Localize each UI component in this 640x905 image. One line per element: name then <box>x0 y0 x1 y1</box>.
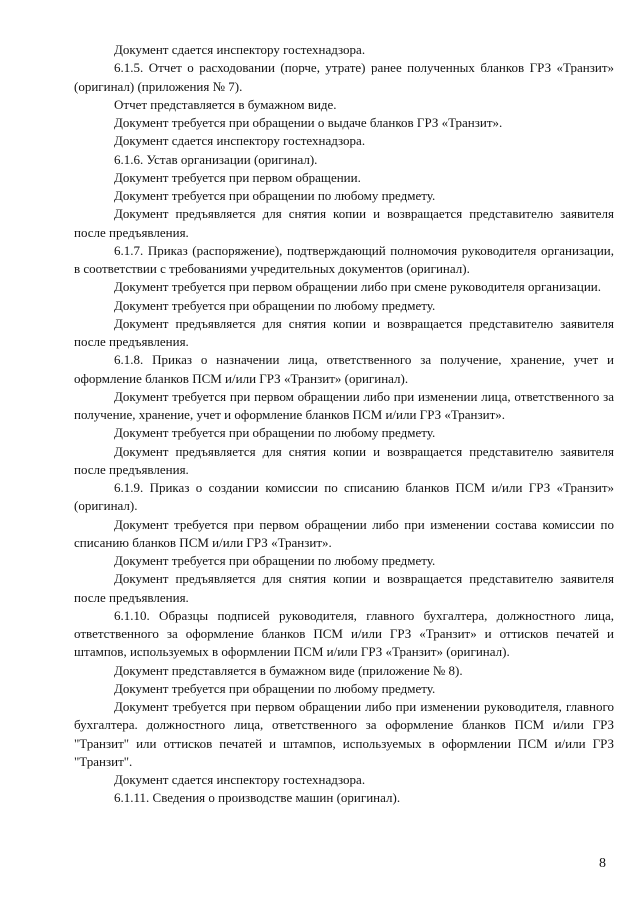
paragraph: Документ требуется при обращении по любому предмету. <box>114 425 436 441</box>
paragraph: Документ предъявляется для снятия копии и возвращается представителю заявителя после предъявления. <box>74 206 614 240</box>
paragraph: Документ сдается инспектору гостехнадзора. <box>114 42 366 57</box>
paragraph: Документ требуется при первом обращении. <box>114 169 361 185</box>
paragraph: Документ сдается инспектору гостехнадзора. <box>114 772 366 787</box>
paragraph: Документ требуется при обращении по любому предмету. <box>114 553 436 568</box>
paragraph: 6.1.10. Образцы подписей руководителя, главного бухгалтера, должностного лица, ответственного за оформление бланков ПСМ и/или ГРЗ «Транзит» и оттисков печатей и штампов, используемых в оформлении ПСМ и/или ГРЗ «Транзит» (оригинал). <box>74 607 614 660</box>
paragraph: 6.1.6. Устав организации (оригинал). <box>114 151 318 167</box>
paragraph: Отчет представляется в бумажном виде. <box>114 96 337 112</box>
paragraph: 6.1.9. Приказ о создании комиссии по списанию бланков ПСМ и/или ГРЗ «Транзит» (оригинал). <box>74 480 614 514</box>
paragraph: Документ требуется при обращении по любому предмету. <box>114 188 436 203</box>
paragraph: Документ требуется при обращении по любому предмету. <box>114 297 436 313</box>
paragraph: Документ представляется в бумажном виде (приложение № 8). <box>114 662 463 678</box>
paragraph: 6.1.8. Приказ о назначении лица, ответственного за получение, хранение, учет и оформление бланков ПСМ и/или ГРЗ «Транзит» (оригинал). <box>74 352 614 386</box>
paragraph: Документ предъявляется для снятия копии и возвращается представителю заявителя после предъявления. <box>74 443 614 477</box>
paragraph: Документ сдается инспектору гостехнадзора. <box>114 133 366 149</box>
page-number: 8 <box>599 856 606 871</box>
paragraph: Документ предъявляется для снятия копии и возвращается представителю заявителя после предъявления. <box>74 571 614 605</box>
paragraph: Документ требуется при обращении по любому предмету. <box>114 680 436 696</box>
paragraph: Документ предъявляется для снятия копии и возвращается представителю заявителя после предъявления. <box>74 315 614 349</box>
paragraph: 6.1.11. Сведения о производстве машин (оригинал). <box>114 790 401 806</box>
document-body <box>74 41 614 808</box>
paragraph: Документ требуется при первом обращении либо при изменении лица, ответственного за получение, хранение, учет и оформление бланков ПСМ и/или ГРЗ «Транзит». <box>74 388 614 422</box>
paragraph: Документ требуется при первом обращении либо при изменении руководителя, главного бухгалтера. должностного лица, ответственного за оформление бланков ПСМ и/или ГРЗ "Транзит" или оттисков печатей и штампов, используемых в оформлении ПСМ и/или ГРЗ "Транзит". <box>74 699 614 769</box>
paragraph: Документ требуется при первом обращении либо при смене руководителя организации. <box>114 279 601 295</box>
paragraph: 6.1.5. Отчет о расходовании (порче, утрате) ранее полученных бланков ГРЗ «Транзит» (оригинал) (приложения № 7). <box>74 60 614 94</box>
paragraph: Документ требуется при обращении о выдаче бланков ГРЗ «Транзит». <box>114 115 503 130</box>
paragraph: Документ требуется при первом обращении либо при изменении состава комиссии по списанию бланков ПСМ и/или ГРЗ «Транзит». <box>74 516 614 550</box>
paragraph: 6.1.7. Приказ (распоряжение), подтверждающий полномочия руководителя организации, в соответствии с требованиями учредительных документов (оригинал). <box>74 242 614 276</box>
